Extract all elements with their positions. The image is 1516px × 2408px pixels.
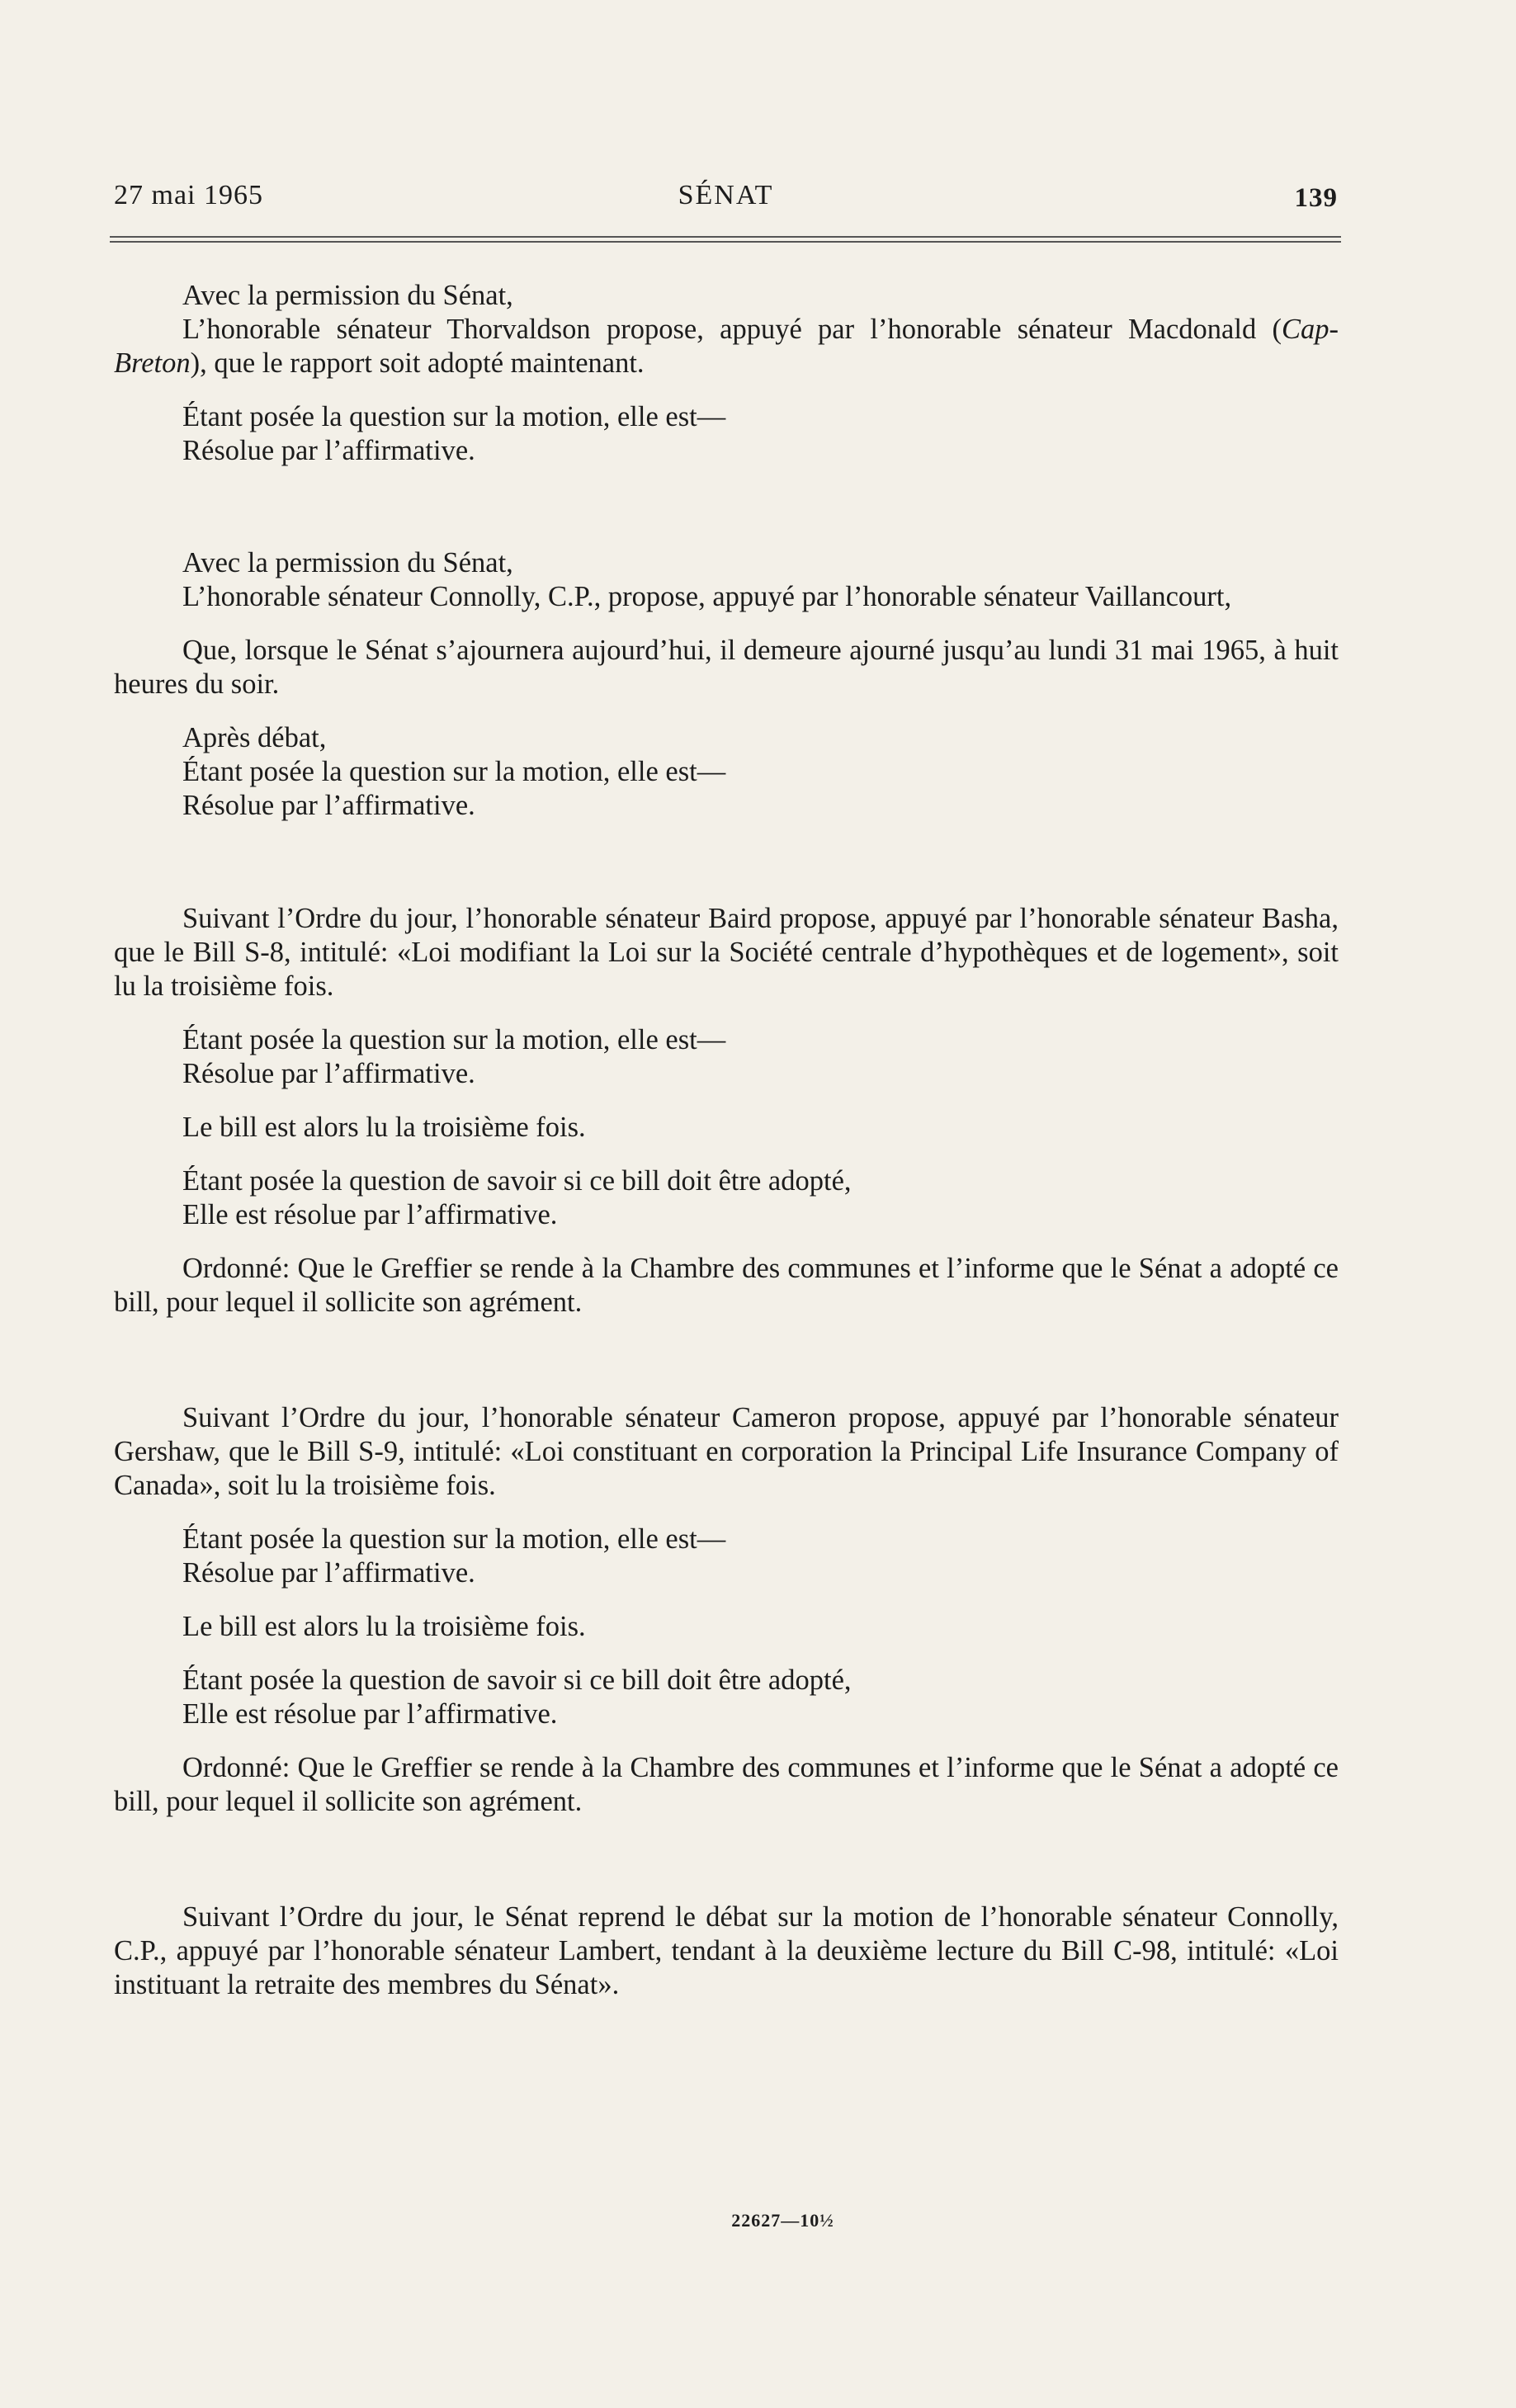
header-rule <box>110 236 1341 238</box>
s3-order: Ordonné: Que le Greffier se rende à la Chambre des communes et l’informe que le Sénat a adopté ce bill, pour lequel il sollicite son agrément. <box>114 1253 1339 1318</box>
s4-question: Étant posée la question sur la motion, elle est— <box>182 1523 726 1555</box>
s4-adopt-result: Elle est résolue par l’affirmative. <box>182 1698 558 1730</box>
s2-result: Résolue par l’affirmative. <box>182 790 475 821</box>
s3-question: Étant posée la question sur la motion, elle est— <box>182 1024 726 1055</box>
journal-body <box>114 279 1339 2002</box>
s4-order: Ordonné: Que le Greffier se rende à la Chambre des communes et l’informe que le Sénat a adopté ce bill, pour lequel il sollicite son agrément. <box>114 1752 1339 1817</box>
s2-resolution: Que, lorsque le Sénat s’ajournera aujourd’hui, il demeure ajourné jusqu’au lundi 31 mai 1965, à huit heures du soir. <box>114 635 1339 700</box>
s1-result: Résolue par l’affirmative. <box>182 435 475 466</box>
s2-question: Étant posée la question sur la motion, elle est— <box>182 756 726 787</box>
s4-result: Résolue par l’affirmative. <box>182 1557 475 1589</box>
s2-debate: Après débat, <box>182 722 327 753</box>
s1-permission: Avec la permission du Sénat, <box>182 280 513 311</box>
s4-third-reading: Le bill est alors lu la troisième fois. <box>182 1611 586 1642</box>
s5-motion: Suivant l’Ordre du jour, le Sénat reprend le débat sur la motion de l’honorable sénateur Connolly, C.P., appuyé par l’honorable sénateur Lambert, tendant à la deuxième lecture du Bill C-98, intitulé: «Loi instituant la retraite des membres du Sénat». <box>114 1901 1339 2000</box>
s3-third-reading: Le bill est alors lu la troisième fois. <box>182 1112 586 1143</box>
header-title: SÉNAT <box>678 180 774 210</box>
s3-motion: Suivant l’Ordre du jour, l’honorable sénateur Baird propose, appuyé par l’honorable sénateur Basha, que le Bill S-8, intitulé: «Loi modifiant la Loi sur la Société centrale d’hypothèques et de logement», soit lu la troisième fois. <box>114 903 1339 1002</box>
s4-adopt-question: Étant posée la question de savoir si ce bill doit être adopté, <box>182 1664 852 1696</box>
s3-adopt-question: Étant posée la question de savoir si ce bill doit être adopté, <box>182 1165 852 1197</box>
header-rule-second <box>110 241 1341 243</box>
s4-motion: Suivant l’Ordre du jour, l’honorable sénateur Cameron propose, appuyé par l’honorable sénateur Gershaw, que le Bill S-9, intitulé: «Loi constituant en corporation la Principal Life Insurance Company of Canada», soit lu la troisième fois. <box>114 1402 1339 1501</box>
s2-permission: Avec la permission du Sénat, <box>182 547 513 578</box>
s2-motion: L’honorable sénateur Connolly, C.P., propose, appuyé par l’honorable sénateur Vaillancourt, <box>182 581 1232 612</box>
s1-question: Étant posée la question sur la motion, elle est— <box>182 401 726 432</box>
page-number: 139 <box>1294 183 1338 213</box>
printer-signature: 22627—10½ <box>731 2210 834 2231</box>
s1-motion: L’honorable sénateur Thorvaldson propose, appuyé par l’honorable sénateur Macdonald (Cap-Breton), que le rapport soit adopté maintenant. <box>114 314 1339 379</box>
s3-result: Résolue par l’affirmative. <box>182 1058 475 1089</box>
header-date: 27 mai 1965 <box>114 180 263 210</box>
s3-adopt-result: Elle est résolue par l’affirmative. <box>182 1199 558 1230</box>
running-head <box>114 180 1338 221</box>
